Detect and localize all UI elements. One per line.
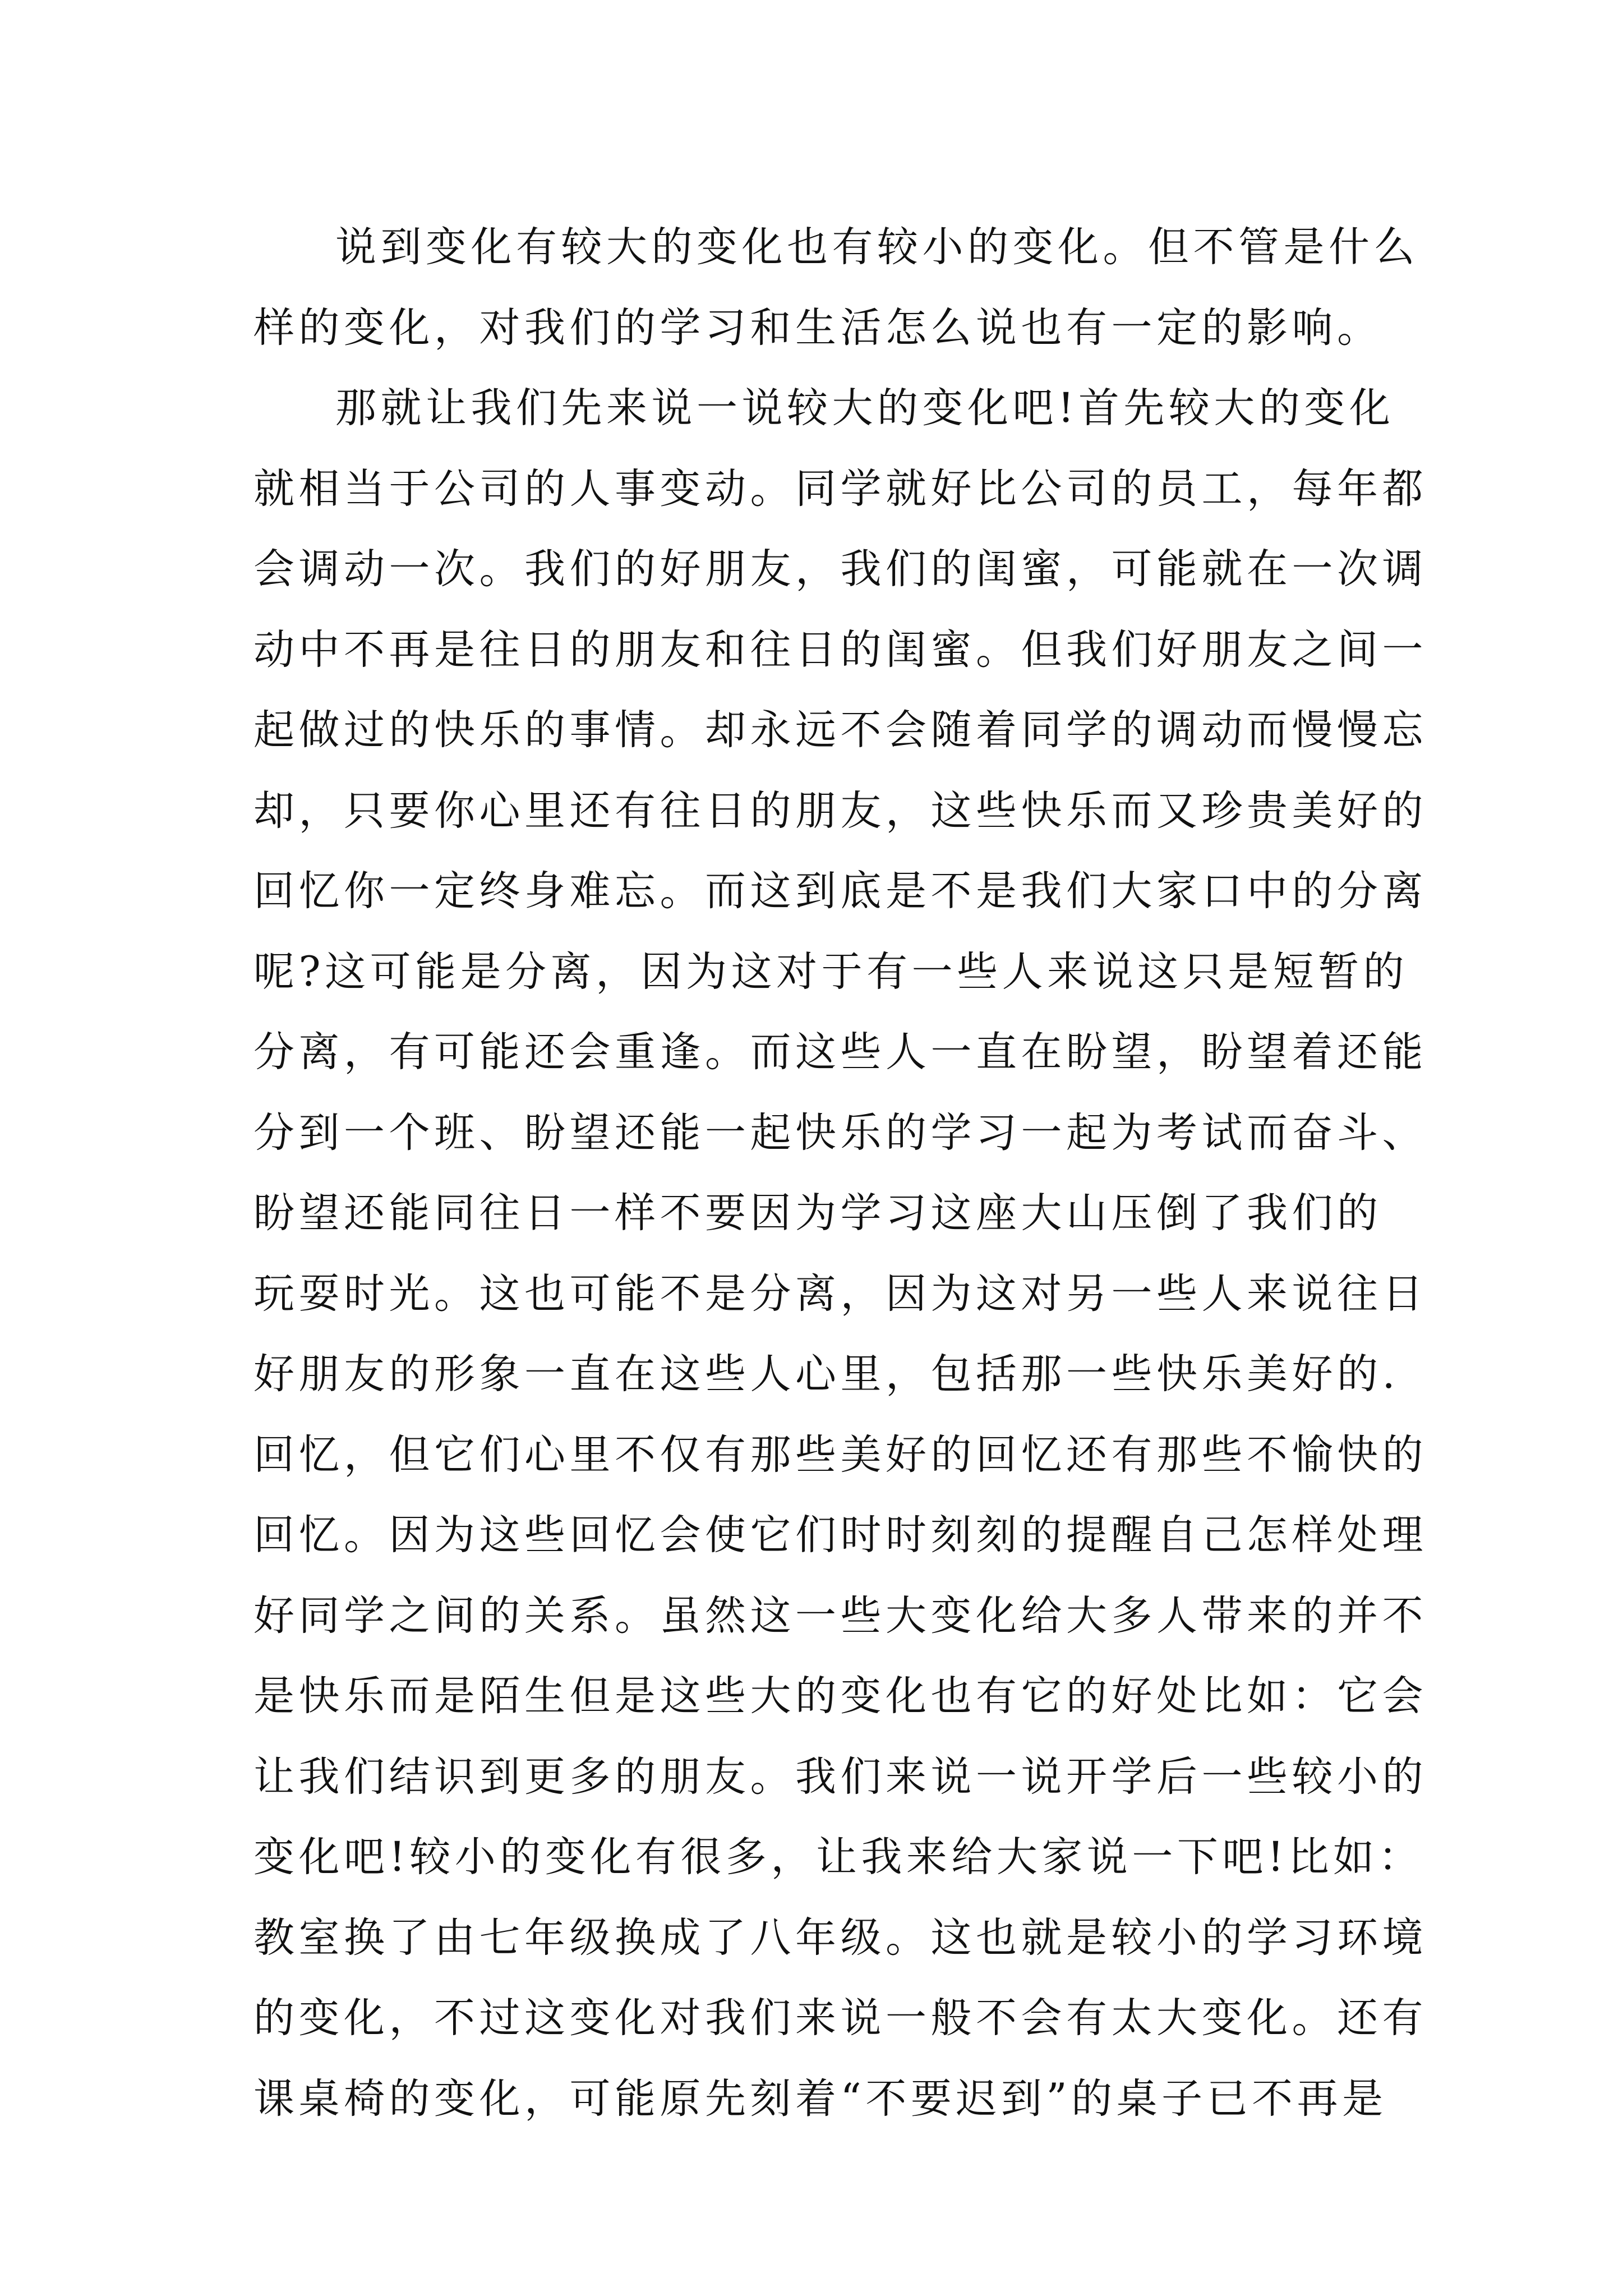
paragraph-line: 玩耍时光。这也可能不是分离，因为这对另一些人来说往日: [253, 1269, 1427, 1318]
paragraph-line: 会调动一次。我们的好朋友，我们的闺蜜，可能就在一次调: [253, 545, 1427, 593]
paragraph-line: 就相当于公司的人事变动。同学就好比公司的员工，每年都: [253, 464, 1427, 513]
paragraph-line: 回忆，但它们心里不仅有那些美好的回忆还有那些不愉快的: [253, 1430, 1427, 1479]
paragraph: [253, 368, 1427, 2139]
paragraph-line: 课桌椅的变化，可能原先刻着“不要迟到”的桌子已不再是: [253, 2074, 1387, 2123]
paragraph-line: 样的变化，对我们的学习和生活怎么说也有一定的影响。: [253, 303, 1382, 352]
essay-text: [253, 207, 1427, 2139]
paragraph-line: 的变化，不过这变化对我们来说一般不会有太大变化。还有: [253, 1994, 1427, 2042]
paragraph-line: 起做过的快乐的事情。却永远不会随着同学的调动而慢慢忘: [253, 706, 1427, 754]
paragraph-line: 让我们结识到更多的朋友。我们来说一说开学后一些较小的: [253, 1752, 1427, 1801]
paragraph-line: 教室换了由七年级换成了八年级。这也就是较小的学习环境: [253, 1913, 1427, 1962]
paragraph-line: 盼望还能同往日一样不要因为学习这座大山压倒了我们的: [253, 1189, 1382, 1237]
paragraph-line: 动中不再是往日的朋友和往日的闺蜜。但我们好朋友之间一: [253, 625, 1427, 674]
paragraph-line: 好同学之间的关系。虽然这一些大变化给大多人带来的并不: [253, 1591, 1427, 1640]
paragraph-line: 变化吧!较小的变化有很多，让我来给大家说一下吧!比如：: [253, 1833, 1424, 1881]
paragraph-line: 却，只要你心里还有往日的朋友，这些快乐而又珍贵美好的: [253, 786, 1427, 835]
paragraph-line: 那就让我们先来说一说较大的变化吧!首先较大的变化: [335, 384, 1395, 432]
paragraph-line: 好朋友的形象一直在这些人心里，包括那一些快乐美好的.: [253, 1350, 1400, 1398]
paragraph-line: 回忆你一定终身难忘。而这到底是不是我们大家口中的分离: [253, 867, 1427, 915]
paragraph-line: 分离，有可能还会重逢。而这些人一直在盼望，盼望着还能: [253, 1028, 1427, 1076]
paragraph-line: 说到变化有较大的变化也有较小的变化。但不管是什么: [335, 223, 1419, 271]
paragraph: [253, 207, 1419, 368]
paragraph-line: 是快乐而是陌生但是这些大的变化也有它的好处比如：它会: [253, 1672, 1427, 1720]
paragraph-line: 分到一个班、盼望还能一起快乐的学习一起为考试而奋斗、: [253, 1108, 1427, 1157]
paragraph-line: 呢?这可能是分离，因为这对于有一些人来说这只是短暂的: [253, 947, 1409, 996]
paragraph-line: 回忆。因为这些回忆会使它们时时刻刻的提醒自己怎样处理: [253, 1511, 1427, 1559]
